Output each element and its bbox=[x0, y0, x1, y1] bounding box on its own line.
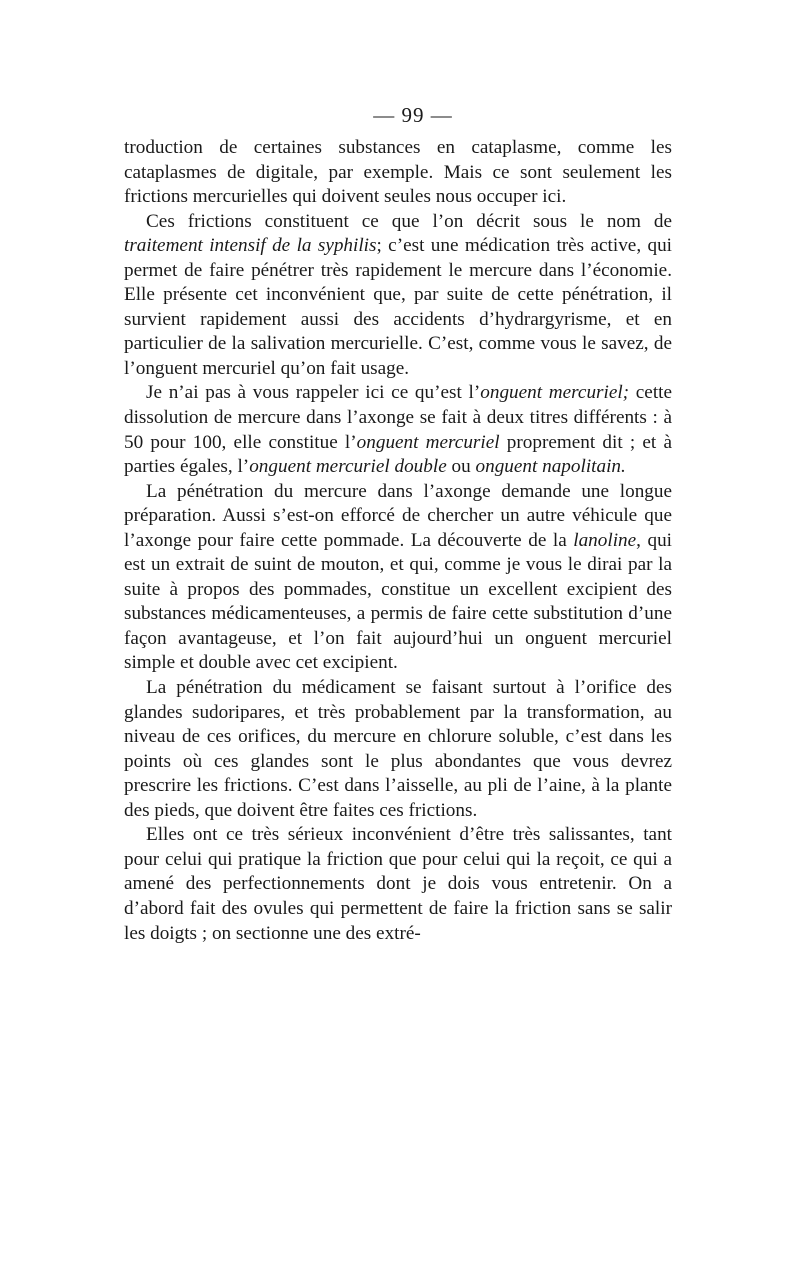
text-run: , qui est un extrait de suint de mouton, et qui, comme je vous le dirai par la suite à propos des pommades, constitue un excellent excipient des substances médicamenteuses, a permis de faire cette substitution d’une façon avantageuse, et l’on fait aujourd’hui un onguent mercuriel simple et double avec cet excipient. bbox=[124, 529, 672, 674]
text-run: ; c’est une médication très active, qui permet de faire pénétrer très rapidement le mercure dans l’économie. Elle présente cet inconvénient que, par suite de cette pénétration, il survient rapidement aussi des accidents d’hydrargyrisme, et en particulier de la salivation mercurielle. C’est, comme vous le savez, de l’onguent mercuriel qu’on fait usage. bbox=[124, 235, 672, 379]
italic-text: onguent napolitain. bbox=[475, 456, 626, 478]
text-run: troduction de certaines substances en cataplasme, comme les cataplasmes de digitale, par exemple. Mais ce sont seulement les frictions mercurielles qui doivent seules nous occuper ici. bbox=[124, 137, 672, 208]
paragraph bbox=[124, 480, 672, 676]
italic-text: onguent mercuriel; bbox=[480, 382, 630, 404]
text-run: proprement dit ; et à parties égales, l’ bbox=[124, 431, 672, 478]
text-run: Je n’ai pas à vous rappeler ici ce qu’est l’ bbox=[146, 382, 481, 404]
paragraph bbox=[124, 136, 672, 210]
paragraph bbox=[124, 676, 672, 823]
text-run: Elles ont ce très sérieux inconvénient d’être très salissantes, tant pour celui qui pratique la friction que pour celui qui la reçoit, ce qui a amené des perfectionnements dont je dois vous entretenir. On a d’abord fait des ovules qui permettent de faire la friction sans se salir les doigts ; on sectionne une des extré- bbox=[124, 824, 672, 944]
italic-text: traitement intensif de la syphilis bbox=[124, 235, 377, 257]
text-run: Ces frictions constituent ce que l’on décrit sous le nom de bbox=[146, 210, 672, 232]
text-run: cette dissolution de mercure dans l’axonge se fait à deux titres différents : à 50 pour 100, elle constitue l’ bbox=[124, 382, 673, 453]
text-run: ou bbox=[446, 456, 476, 478]
text-run: La pénétration du mercure dans l’axonge demande une longue préparation. Aussi s’est-on efforcé de chercher un autre véhicule que l’axonge pour faire cette pommade. La découverte de la bbox=[124, 480, 672, 551]
paragraph bbox=[124, 381, 672, 479]
body-text bbox=[124, 136, 672, 946]
book-page bbox=[124, 100, 672, 946]
italic-text: onguent mercuriel bbox=[356, 431, 500, 453]
page-number: — 99 — bbox=[373, 103, 453, 127]
text-run: La pénétration du médicament se faisant surtout à l’orifice des glandes sudoripares, et très probablement par la transformation, au niveau de ces orifices, du mercure en chlorure soluble, c’est dans les points où ces glandes sont le plus abondantes que vous devrez prescrire les frictions. C’est dans l’aisselle, au pli de l’aine, à la plante des pieds, que doivent être faites ces frictions. bbox=[124, 677, 672, 821]
paragraph bbox=[124, 823, 672, 946]
paragraph bbox=[124, 210, 672, 382]
italic-text: lanoline bbox=[573, 529, 637, 551]
italic-text: onguent mercuriel double bbox=[249, 456, 447, 478]
